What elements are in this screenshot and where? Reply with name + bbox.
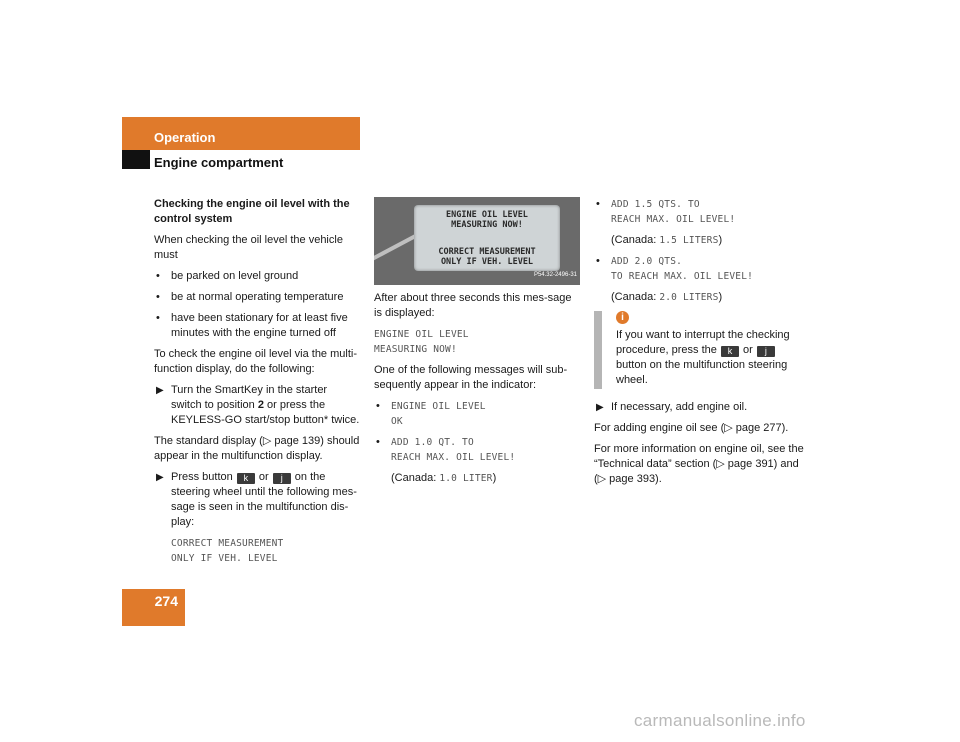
stalk-lever — [374, 233, 419, 266]
step-item: ▶ Press button k or j on the steering wheel until the following mes-sage is seen in the multifunction dis-play: CORRECT MEASUREMENT ONLY IF VEH. LEVEL — [154, 470, 360, 566]
page-number: 274 — [154, 593, 178, 609]
header-black-marker — [122, 150, 150, 169]
step-arrow-icon: ▶ — [156, 385, 164, 396]
adding-see-text: For adding engine oil see (▷ page 277). — [594, 422, 789, 434]
watermark: carmanualsonline.info — [634, 711, 806, 730]
condition-item: • be parked on level ground — [156, 270, 299, 282]
standard-display-text: The standard display (▷ page 139) should appear in the multifunction display. — [154, 435, 360, 462]
procedure-heading: Checking the engine oil level with the control system — [154, 198, 350, 225]
button-j-icon: j — [757, 346, 775, 357]
button-j-icon: j — [273, 473, 291, 484]
bullet-icon: • — [376, 400, 380, 412]
canada-note: (Canada: 1.5 LITERS) — [611, 234, 723, 246]
column-2 — [374, 197, 580, 492]
button-k-icon: k — [721, 346, 739, 357]
bullet-icon: • — [376, 436, 380, 448]
info-icon: i — [616, 311, 629, 324]
subsection-title: Engine compartment — [154, 155, 284, 170]
section-title: Operation — [154, 130, 216, 145]
info-side-bar — [594, 311, 602, 389]
info-note: i If you want to interrupt the checking procedure, press the k or j button on the multifunction steering wheel. — [594, 311, 806, 388]
bullet-icon: • — [156, 312, 160, 324]
step-item: ▶ Turn the SmartKey in the starter switch to position 2 or press the KEYLESS-GO start/stop button* twice. — [156, 384, 360, 426]
image-code: P54.32-2496-31 — [533, 272, 577, 278]
canada-note: (Canada: 2.0 LITERS) — [611, 291, 723, 303]
bullet-icon: • — [596, 255, 600, 267]
instrument-display-photo — [374, 197, 580, 285]
condition-item: • have been stationary for at least five minutes with the engine turned off — [156, 312, 348, 339]
following-text: One of the following messages will sub-sequently appear in the indicator: — [374, 364, 568, 391]
bullet-icon: • — [596, 198, 600, 210]
switch-position: 2 — [257, 399, 264, 411]
message-item: • ADD 1.0 QT. TO REACH MAX. OIL LEVEL! (Canada: 1.0 LITER) — [374, 435, 580, 486]
message-item: • ADD 2.0 QTS. TO REACH MAX. OIL LEVEL! (Canada: 2.0 LITERS) — [594, 254, 806, 305]
step-item: ▶ If necessary, add engine oil. — [596, 401, 748, 413]
measuring-message: ENGINE OIL LEVEL MEASURING NOW! — [374, 329, 469, 355]
column-3 — [594, 197, 806, 493]
after-seconds-text: After about three seconds this mes-sage is displayed: — [374, 292, 572, 319]
canada-note: (Canada: 1.0 LITER) — [391, 472, 497, 484]
button-k-icon: k — [237, 473, 255, 484]
lcd-screen: ENGINE OIL LEVEL MEASURING NOW! CORRECT MEASUREMENT ONLY IF VEH. LEVEL — [414, 205, 560, 271]
message-item: • ADD 1.5 QTS. TO REACH MAX. OIL LEVEL! (Canada: 1.5 LITERS) — [594, 197, 806, 248]
step-arrow-icon: ▶ — [156, 472, 164, 483]
intro-text: When checking the oil level the vehicle must — [154, 234, 343, 261]
message-item: • ENGINE OIL LEVEL OK — [376, 400, 486, 427]
display-message: CORRECT MEASUREMENT ONLY IF VEH. LEVEL — [171, 538, 284, 564]
bullet-icon: • — [156, 270, 160, 282]
to-check-text: To check the engine oil level via the multi-function display, do the following: — [154, 348, 357, 375]
step-arrow-icon: ▶ — [596, 402, 604, 413]
column-1 — [154, 197, 360, 572]
more-info-text: For more information on engine oil, see the “Technical data” section (▷ page 391) and (▷ page 393). — [594, 443, 804, 485]
condition-item: • be at normal operating temperature — [156, 291, 344, 303]
bullet-icon: • — [156, 291, 160, 303]
